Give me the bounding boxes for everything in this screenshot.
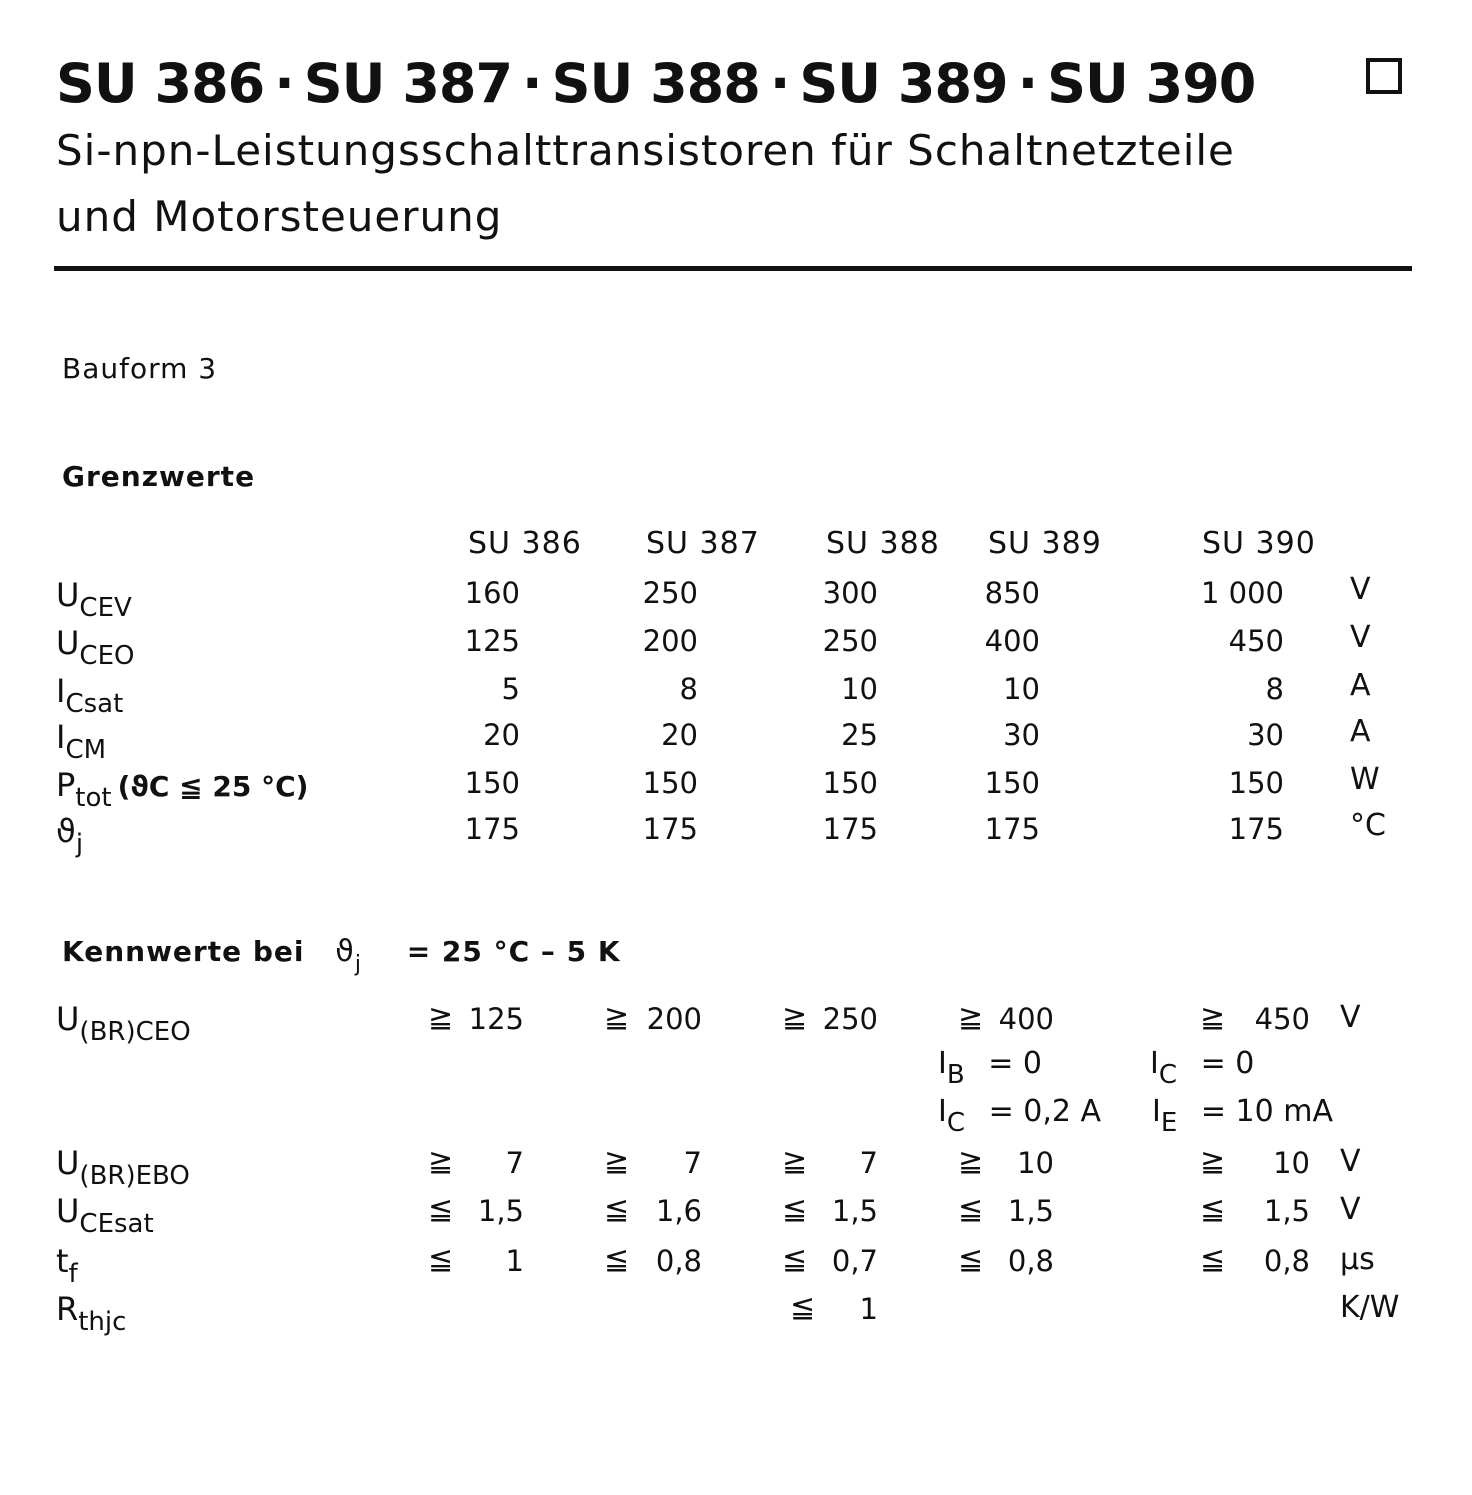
kennwerte-temp-symbol [335,934,362,977]
relation-symbol: ≧ [1200,1000,1226,1035]
relation-symbol: ≧ [1200,1144,1226,1179]
table-cell: 1,5 [831,1194,878,1228]
cond-val: = 0,2 A [988,1094,1102,1129]
table-cell: 250 [642,576,698,610]
param-subscript: CEsat [79,1209,154,1239]
cond-sub: E [1160,1108,1178,1138]
parameter-label [56,812,84,859]
param-symbol: U [56,1192,80,1230]
relation-symbol: ≧ [428,1000,454,1035]
relation-symbol: ≧ [958,1000,984,1035]
relation-symbol: ≦ [782,1192,808,1227]
table-cell: 1,5 [1007,1194,1054,1228]
relation-symbol: ≧ [782,1000,808,1035]
title-separator: · [769,52,790,115]
param-symbol: U [56,1144,80,1182]
cond-sub: C [1158,1060,1178,1090]
table-cell: 0,8 [1263,1244,1310,1278]
title-part: SU 387 [303,52,513,115]
cond-val: = 0 [988,1046,1043,1081]
relation-symbol: ≦ [958,1192,984,1227]
bauform-label: Bauform 3 [62,352,218,385]
table-cell: 30 [1003,718,1040,752]
table-cell: 7 [683,1146,702,1180]
param-subscript: CM [65,735,107,765]
unit-label: V [1350,572,1371,607]
column-header: SU 390 [1202,526,1316,561]
table-cell: 175 [642,812,698,846]
parameter-label [56,1000,191,1047]
param-symbol: I [56,672,66,710]
param-symbol: I [56,718,66,756]
table-cell: 400 [998,1002,1054,1036]
table-cell: 0,8 [1007,1244,1054,1278]
table-cell: 300 [822,576,878,610]
unit-label: A [1350,668,1371,703]
table-cell: 20 [483,718,520,752]
parameter-label [56,1290,127,1337]
parameter-label [56,672,124,719]
relation-symbol: ≦ [604,1242,630,1277]
subtitle-line-2: und Motorsteuerung [56,192,503,241]
table-cell: 450 [1254,1002,1310,1036]
unit-label: V [1340,1000,1361,1035]
title-rule [54,266,1412,271]
column-header: SU 388 [826,526,940,561]
param-symbol: U [56,576,80,614]
table-cell: 175 [464,812,520,846]
unit-label: V [1350,620,1371,655]
table-cell: 10 [1003,672,1040,706]
title-part: SU 390 [1047,52,1256,115]
parameter-label [56,718,107,765]
relation-symbol: ≧ [604,1144,630,1179]
param-subscript: (BR)EBO [79,1161,190,1191]
relation-symbol: ≦ [428,1192,454,1227]
kennwerte-temp-sym: ϑ [335,934,355,969]
title-separator: · [1017,52,1038,115]
title-part: SU 388 [551,52,760,115]
table-cell: 175 [822,812,878,846]
title-separator: · [274,52,294,115]
title-part: SU 389 [799,52,1008,115]
table-cell: 1 000 [1200,576,1284,610]
cond-val: = 10 mA [1200,1094,1333,1129]
param-subscript: thjc [78,1307,127,1337]
table-cell: 400 [984,624,1040,658]
cond-sym: I [938,1046,947,1081]
relation-symbol: ≦ [604,1192,630,1227]
table-cell: 200 [646,1002,702,1036]
subtitle-line-1: Si-npn-Leistungsschalttransistoren für Schaltnetzteile [56,126,1235,175]
table-cell: 7 [505,1146,524,1180]
cond-val: = 0 [1200,1046,1255,1081]
table-cell: 175 [1228,812,1284,846]
table-cell: 25 [841,718,878,752]
table-cell: 0,7 [831,1244,878,1278]
kennwerte-temp-sub: j [354,952,362,977]
table-cell: 0,8 [655,1244,702,1278]
table-cell: 20 [661,718,698,752]
table-cell: 1,5 [1263,1194,1310,1228]
param-subscript: j [75,829,84,859]
title-separator: · [522,52,542,115]
unit-label: µs [1340,1242,1375,1277]
kennwerte-heading [62,934,621,977]
page-title [56,52,1255,115]
table-cell: 150 [642,766,698,800]
kennwerte-condition: = 25 °C – 5 K [406,935,621,968]
param-symbol: R [56,1290,79,1328]
relation-symbol: ≧ [782,1144,808,1179]
relation-symbol: ≦ [1200,1192,1226,1227]
table-cell: 1,6 [655,1194,702,1228]
relation-symbol: ≦ [958,1242,984,1277]
table-cell: 150 [984,766,1040,800]
parameter-label [56,624,135,671]
param-subscript: CEO [79,641,135,671]
relation-symbol: ≦ [1200,1242,1226,1277]
table-cell: 450 [1228,624,1284,658]
condition-ib [938,1046,1043,1090]
unit-label: A [1350,714,1371,749]
table-cell: 150 [822,766,878,800]
param-symbol: U [56,1000,80,1038]
table-cell: 160 [464,576,520,610]
table-cell: 30 [1247,718,1284,752]
table-cell: 1,5 [477,1194,524,1228]
kennwerte-label: Kennwerte bei [62,935,305,968]
table-cell: 10 [841,672,878,706]
table-cell: 250 [822,624,878,658]
param-subscript: f [68,1259,78,1289]
param-subscript: (BR)CEO [79,1017,191,1047]
table-cell: 175 [984,812,1040,846]
cond-sub: C [946,1108,966,1138]
table-cell: 10 [1273,1146,1310,1180]
parameter-label [56,576,132,623]
cond-sym: I [1150,1046,1159,1081]
param-subscript: tot [75,783,112,813]
checkbox-square-icon [1366,58,1402,94]
unit-label: °C [1350,808,1386,843]
table-cell: 1 [505,1244,524,1278]
unit-label: K/W [1340,1290,1400,1325]
table-cell: 150 [464,766,520,800]
table-cell: 250 [822,1002,878,1036]
unit-label: W [1350,762,1380,797]
grenzwerte-heading: Grenzwerte [62,460,256,493]
unit-label: V [1340,1192,1361,1227]
param-symbol: ϑ [56,812,76,850]
condition-ic-zero [1150,1046,1255,1090]
param-condition: (ϑC ≦ 25 °C) [117,770,309,803]
table-cell: 125 [464,624,520,658]
condition-ie [1152,1094,1333,1138]
relation-symbol: ≧ [428,1144,454,1179]
table-cell: 150 [1228,766,1284,800]
table-cell: 8 [679,672,698,706]
param-subscript: Csat [65,689,124,719]
column-header: SU 389 [988,526,1102,561]
table-cell: 10 [1017,1146,1054,1180]
cond-sym: I [1152,1094,1161,1129]
relation-symbol: ≧ [958,1144,984,1179]
param-symbol: t [56,1242,69,1280]
relation-symbol: ≦ [782,1242,808,1277]
cond-sub: B [946,1060,965,1090]
parameter-label [56,1144,190,1191]
table-cell: 125 [468,1002,524,1036]
condition-ic [938,1094,1102,1138]
title-part: SU 386 [56,52,265,115]
table-cell: 1 [859,1292,878,1326]
parameter-label [56,766,309,813]
relation-symbol: ≧ [604,1000,630,1035]
relation-symbol: ≦ [428,1242,454,1277]
param-symbol: P [56,766,76,804]
unit-label: V [1340,1144,1361,1179]
table-cell: 200 [642,624,698,658]
column-header: SU 386 [468,526,582,561]
table-cell: 8 [1265,672,1284,706]
table-cell: 5 [501,672,520,706]
relation-symbol: ≦ [790,1290,816,1325]
param-subscript: CEV [79,593,132,623]
parameter-label [56,1242,78,1289]
parameter-label [56,1192,154,1239]
param-symbol: U [56,624,80,662]
table-cell: 7 [859,1146,878,1180]
cond-sym: I [938,1094,947,1129]
column-header: SU 387 [646,526,760,561]
table-cell: 850 [984,576,1040,610]
